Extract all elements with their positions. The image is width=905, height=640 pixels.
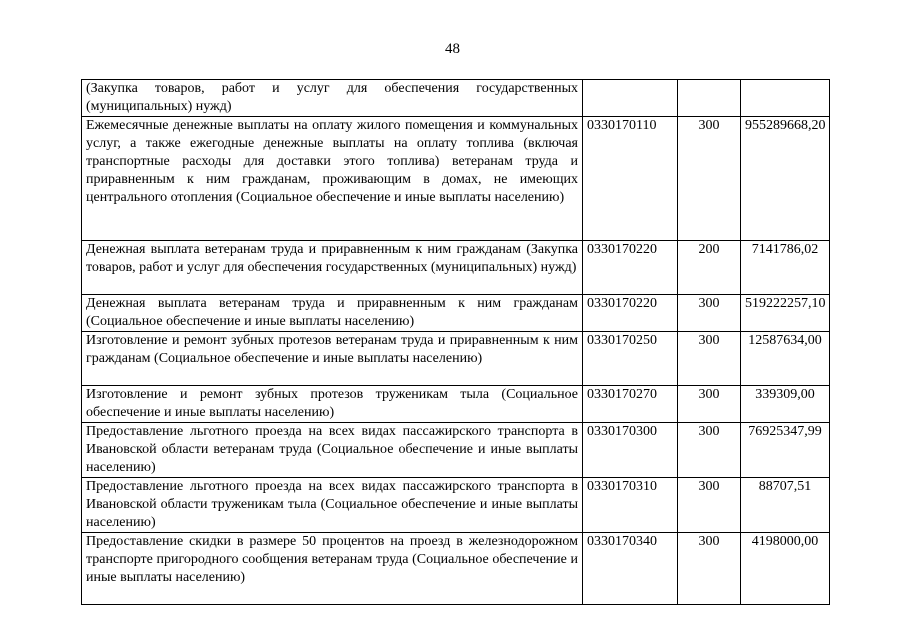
expense-name-cell: Денежная выплата ветеранам труда и приравненным к ним гражданам (Закупка товаров, работ и услуг для обеспечения государственных (муниципальных) нужд) bbox=[82, 241, 583, 295]
table-row bbox=[82, 117, 830, 241]
expense-name-cell: Изготовление и ремонт зубных протезов труженикам тыла (Социальное обеспечение и иные выплаты населению) bbox=[82, 386, 583, 423]
amount-cell: 519222257,10 bbox=[741, 295, 830, 332]
table-row bbox=[82, 386, 830, 423]
target-code-cell: 0330170110 bbox=[583, 117, 678, 241]
amount-cell bbox=[741, 80, 830, 117]
target-code-cell: 0330170340 bbox=[583, 533, 678, 605]
amount-cell: 4198000,00 bbox=[741, 533, 830, 605]
target-code-cell: 0330170220 bbox=[583, 241, 678, 295]
page-number: 48 bbox=[445, 41, 460, 57]
table-row bbox=[82, 295, 830, 332]
expense-kind-cell: 300 bbox=[678, 478, 741, 533]
expense-kind-cell: 300 bbox=[678, 117, 741, 241]
target-code-cell: 0330170300 bbox=[583, 423, 678, 478]
target-code-cell: 0330170220 bbox=[583, 295, 678, 332]
amount-cell: 7141786,02 bbox=[741, 241, 830, 295]
table-row bbox=[82, 80, 830, 117]
expense-kind-cell: 300 bbox=[678, 295, 741, 332]
target-code-cell: 0330170270 bbox=[583, 386, 678, 423]
table-row bbox=[82, 533, 830, 605]
target-code-cell: 0330170310 bbox=[583, 478, 678, 533]
expense-name-cell: Предоставление льготного проезда на всех видах пассажирского транспорта в Ивановской области ветеранам труда (Социальное обеспечение и иные выплаты населению) bbox=[82, 423, 583, 478]
expense-name-cell: Предоставление скидки в размере 50 процентов на проезд в железнодорожном транспорте пригородного сообщения ветеранам труда (Социальное обеспечение и иные выплаты населению) bbox=[82, 533, 583, 605]
expense-name-cell: Изготовление и ремонт зубных протезов ветеранам труда и приравненным к ним гражданам (Социальное обеспечение и иные выплаты населению) bbox=[82, 332, 583, 386]
expense-kind-cell: 300 bbox=[678, 423, 741, 478]
amount-cell: 88707,51 bbox=[741, 478, 830, 533]
table-row bbox=[82, 332, 830, 386]
expense-kind-cell bbox=[678, 80, 741, 117]
expense-kind-cell: 200 bbox=[678, 241, 741, 295]
amount-cell: 12587634,00 bbox=[741, 332, 830, 386]
expense-name-cell: Денежная выплата ветеранам труда и приравненным к ним гражданам (Социальное обеспечение и иные выплаты населению) bbox=[82, 295, 583, 332]
amount-cell: 76925347,99 bbox=[741, 423, 830, 478]
table-row bbox=[82, 241, 830, 295]
expense-name-cell: Ежемесячные денежные выплаты на оплату жилого помещения и коммунальных услуг, а также ежегодные денежные выплаты на оплату топлива (включая транспортные расходы для доставки этого топлива) ветеранам труда и приравненным к ним гражданам, проживающим в домах, не имеющих центрального отопления (Социальное обеспечение и иные выплаты населению) bbox=[82, 117, 583, 241]
expense-kind-cell: 300 bbox=[678, 332, 741, 386]
table-row bbox=[82, 423, 830, 478]
expense-name-cell: (Закупка товаров, работ и услуг для обеспечения государственных (муниципальных) нужд) bbox=[82, 80, 583, 117]
expense-kind-cell: 300 bbox=[678, 533, 741, 605]
amount-cell: 955289668,20 bbox=[741, 117, 830, 241]
expense-kind-cell: 300 bbox=[678, 386, 741, 423]
table-row bbox=[82, 478, 830, 533]
target-code-cell bbox=[583, 80, 678, 117]
budget-table bbox=[81, 79, 830, 605]
amount-cell: 339309,00 bbox=[741, 386, 830, 423]
expense-name-cell: Предоставление льготного проезда на всех видах пассажирского транспорта в Ивановской области труженикам тыла (Социальное обеспечение и иные выплаты населению) bbox=[82, 478, 583, 533]
target-code-cell: 0330170250 bbox=[583, 332, 678, 386]
